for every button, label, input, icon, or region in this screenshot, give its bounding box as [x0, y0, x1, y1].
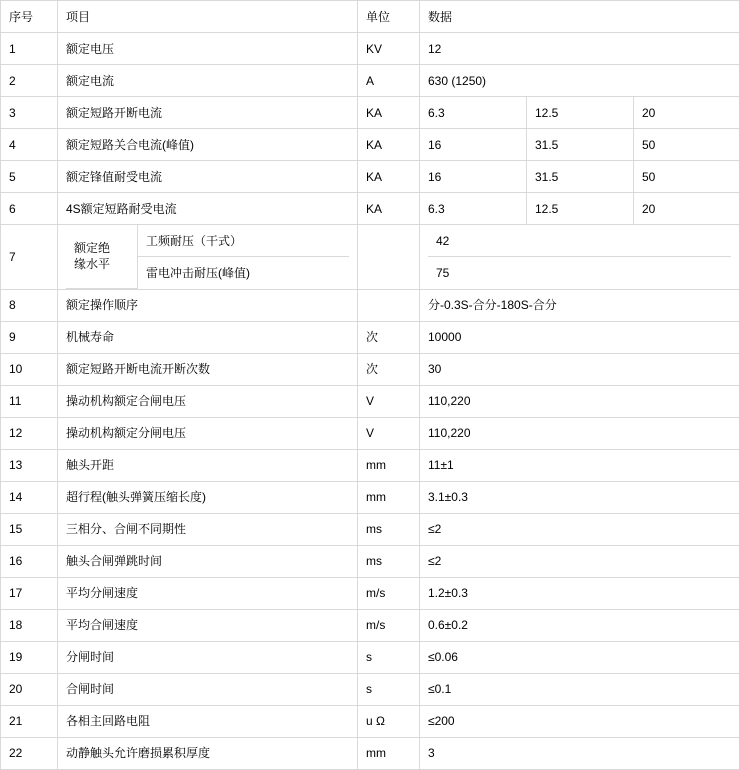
row-item: 平均合闸速度 [58, 609, 358, 641]
row-data-1: 1.2±0.3 [420, 577, 739, 609]
row-item: 触头合闸弹跳时间 [58, 545, 358, 577]
table-row [1, 353, 739, 385]
row-item: 平均分闸速度 [58, 577, 358, 609]
row-data-2: 12.5 [527, 193, 634, 225]
table-row [1, 417, 739, 449]
row-no: 19 [1, 641, 58, 673]
row-item: 各相主回路电阻 [58, 705, 358, 737]
table-row [1, 97, 739, 129]
row-unit: u Ω [358, 705, 420, 737]
row-data-2: 31.5 [527, 161, 634, 193]
row-data-1: ≤200 [420, 705, 739, 737]
row-no: 22 [1, 737, 58, 769]
row-data-1: ≤2 [420, 513, 739, 545]
row-unit: m/s [358, 609, 420, 641]
row-item: 4S额定短路耐受电流 [58, 193, 358, 225]
row-unit: KA [358, 97, 420, 129]
insulation-label [66, 225, 138, 288]
row-unit: KV [358, 33, 420, 65]
row-no: 6 [1, 193, 58, 225]
table-row [1, 609, 739, 641]
insulation-label-line2: 缘水平 [74, 256, 129, 272]
insulation-label-line1: 额定绝 [74, 240, 129, 256]
row-unit [358, 289, 420, 321]
table-row [1, 705, 739, 737]
row-no: 13 [1, 449, 58, 481]
row-data-1: 16 [420, 161, 527, 193]
row-unit: 次 [358, 353, 420, 385]
table-row [1, 513, 739, 545]
row-item: 额定锋值耐受电流 [58, 161, 358, 193]
row-no: 12 [1, 417, 58, 449]
row-data-1: 6.3 [420, 193, 527, 225]
insulation-sub-2: 雷电冲击耐压(峰值) [138, 257, 350, 289]
row-data-1: 630 (1250) [420, 65, 739, 97]
table-row [1, 673, 739, 705]
row-item: 合闸时间 [58, 673, 358, 705]
table-row [1, 321, 739, 353]
row-item: 额定短路开断电流 [58, 97, 358, 129]
row-data-2: 31.5 [527, 129, 634, 161]
row-unit: mm [358, 449, 420, 481]
row-no: 10 [1, 353, 58, 385]
table-row [1, 65, 739, 97]
row-item: 操动机构额定合闸电压 [58, 385, 358, 417]
row-item: 三相分、合闸不同期性 [58, 513, 358, 545]
row-item: 额定操作顺序 [58, 289, 358, 321]
row-unit: s [358, 641, 420, 673]
row-data-1: 16 [420, 129, 527, 161]
table-row [1, 161, 739, 193]
row-data-1: 11±1 [420, 449, 739, 481]
row-no: 17 [1, 577, 58, 609]
row-data-1: 0.6±0.2 [420, 609, 739, 641]
table-row [1, 129, 739, 161]
row-unit: s [358, 673, 420, 705]
table-row [1, 385, 739, 417]
row-item: 超行程(触头弹簧压缩长度) [58, 481, 358, 513]
table-header-row [1, 1, 739, 33]
header-no: 序号 [1, 1, 58, 33]
header-data: 数据 [420, 1, 739, 33]
row-item: 额定短路关合电流(峰值) [58, 129, 358, 161]
row-data-3: 50 [634, 161, 739, 193]
row-no: 21 [1, 705, 58, 737]
row-no: 18 [1, 609, 58, 641]
row-no: 15 [1, 513, 58, 545]
table-row [1, 481, 739, 513]
row-unit: A [358, 65, 420, 97]
row-no: 5 [1, 161, 58, 193]
row-unit: mm [358, 481, 420, 513]
row-unit [358, 225, 420, 290]
table-row [1, 449, 739, 481]
row-unit: ms [358, 545, 420, 577]
row-unit: m/s [358, 577, 420, 609]
table-row-insulation [1, 225, 739, 290]
row-unit: KA [358, 161, 420, 193]
table-row [1, 737, 739, 769]
row-data-1: 10000 [420, 321, 739, 353]
insulation-sub-1: 工频耐压（干式） [138, 225, 350, 257]
row-data-1: ≤0.06 [420, 641, 739, 673]
row-unit: mm [358, 737, 420, 769]
table-row [1, 289, 739, 321]
row-no: 14 [1, 481, 58, 513]
row-no: 11 [1, 385, 58, 417]
row-data-1: 分-0.3S-合分-180S-合分 [420, 289, 739, 321]
row-data-3: 20 [634, 97, 739, 129]
row-unit: 次 [358, 321, 420, 353]
row-data-1: 3 [420, 737, 739, 769]
row-data-1: 110,220 [420, 417, 739, 449]
row-no: 2 [1, 65, 58, 97]
row-no: 20 [1, 673, 58, 705]
row-no: 16 [1, 545, 58, 577]
table-row [1, 577, 739, 609]
row-data-3: 20 [634, 193, 739, 225]
insulation-item-cell [58, 225, 358, 290]
table-row [1, 193, 739, 225]
row-unit: KA [358, 193, 420, 225]
row-data-1: 6.3 [420, 97, 527, 129]
row-data-1: 3.1±0.3 [420, 481, 739, 513]
row-no: 1 [1, 33, 58, 65]
row-data-1: ≤0.1 [420, 673, 739, 705]
insulation-value-1: 42 [428, 225, 731, 257]
row-unit: V [358, 417, 420, 449]
table-row [1, 641, 739, 673]
row-unit: V [358, 385, 420, 417]
insulation-value-2: 75 [428, 257, 731, 289]
row-data-3: 50 [634, 129, 739, 161]
insulation-value-cell [420, 225, 739, 290]
table-row [1, 545, 739, 577]
row-no: 7 [1, 225, 58, 290]
row-data-2: 12.5 [527, 97, 634, 129]
row-no: 8 [1, 289, 58, 321]
row-item: 额定电压 [58, 33, 358, 65]
header-unit: 单位 [358, 1, 420, 33]
row-no: 3 [1, 97, 58, 129]
row-data-1: ≤2 [420, 545, 739, 577]
row-item: 额定短路开断电流开断次数 [58, 353, 358, 385]
row-item: 动静触头允许磨损累积厚度 [58, 737, 358, 769]
row-item: 触头开距 [58, 449, 358, 481]
row-item: 额定电流 [58, 65, 358, 97]
row-item: 分闸时间 [58, 641, 358, 673]
row-data-1: 30 [420, 353, 739, 385]
row-unit: ms [358, 513, 420, 545]
header-item: 项目 [58, 1, 358, 33]
row-unit: KA [358, 129, 420, 161]
row-item: 操动机构额定分闸电压 [58, 417, 358, 449]
row-no: 9 [1, 321, 58, 353]
row-data-1: 110,220 [420, 385, 739, 417]
row-data-1: 12 [420, 33, 739, 65]
row-item: 机械寿命 [58, 321, 358, 353]
table-row [1, 33, 739, 65]
row-no: 4 [1, 129, 58, 161]
